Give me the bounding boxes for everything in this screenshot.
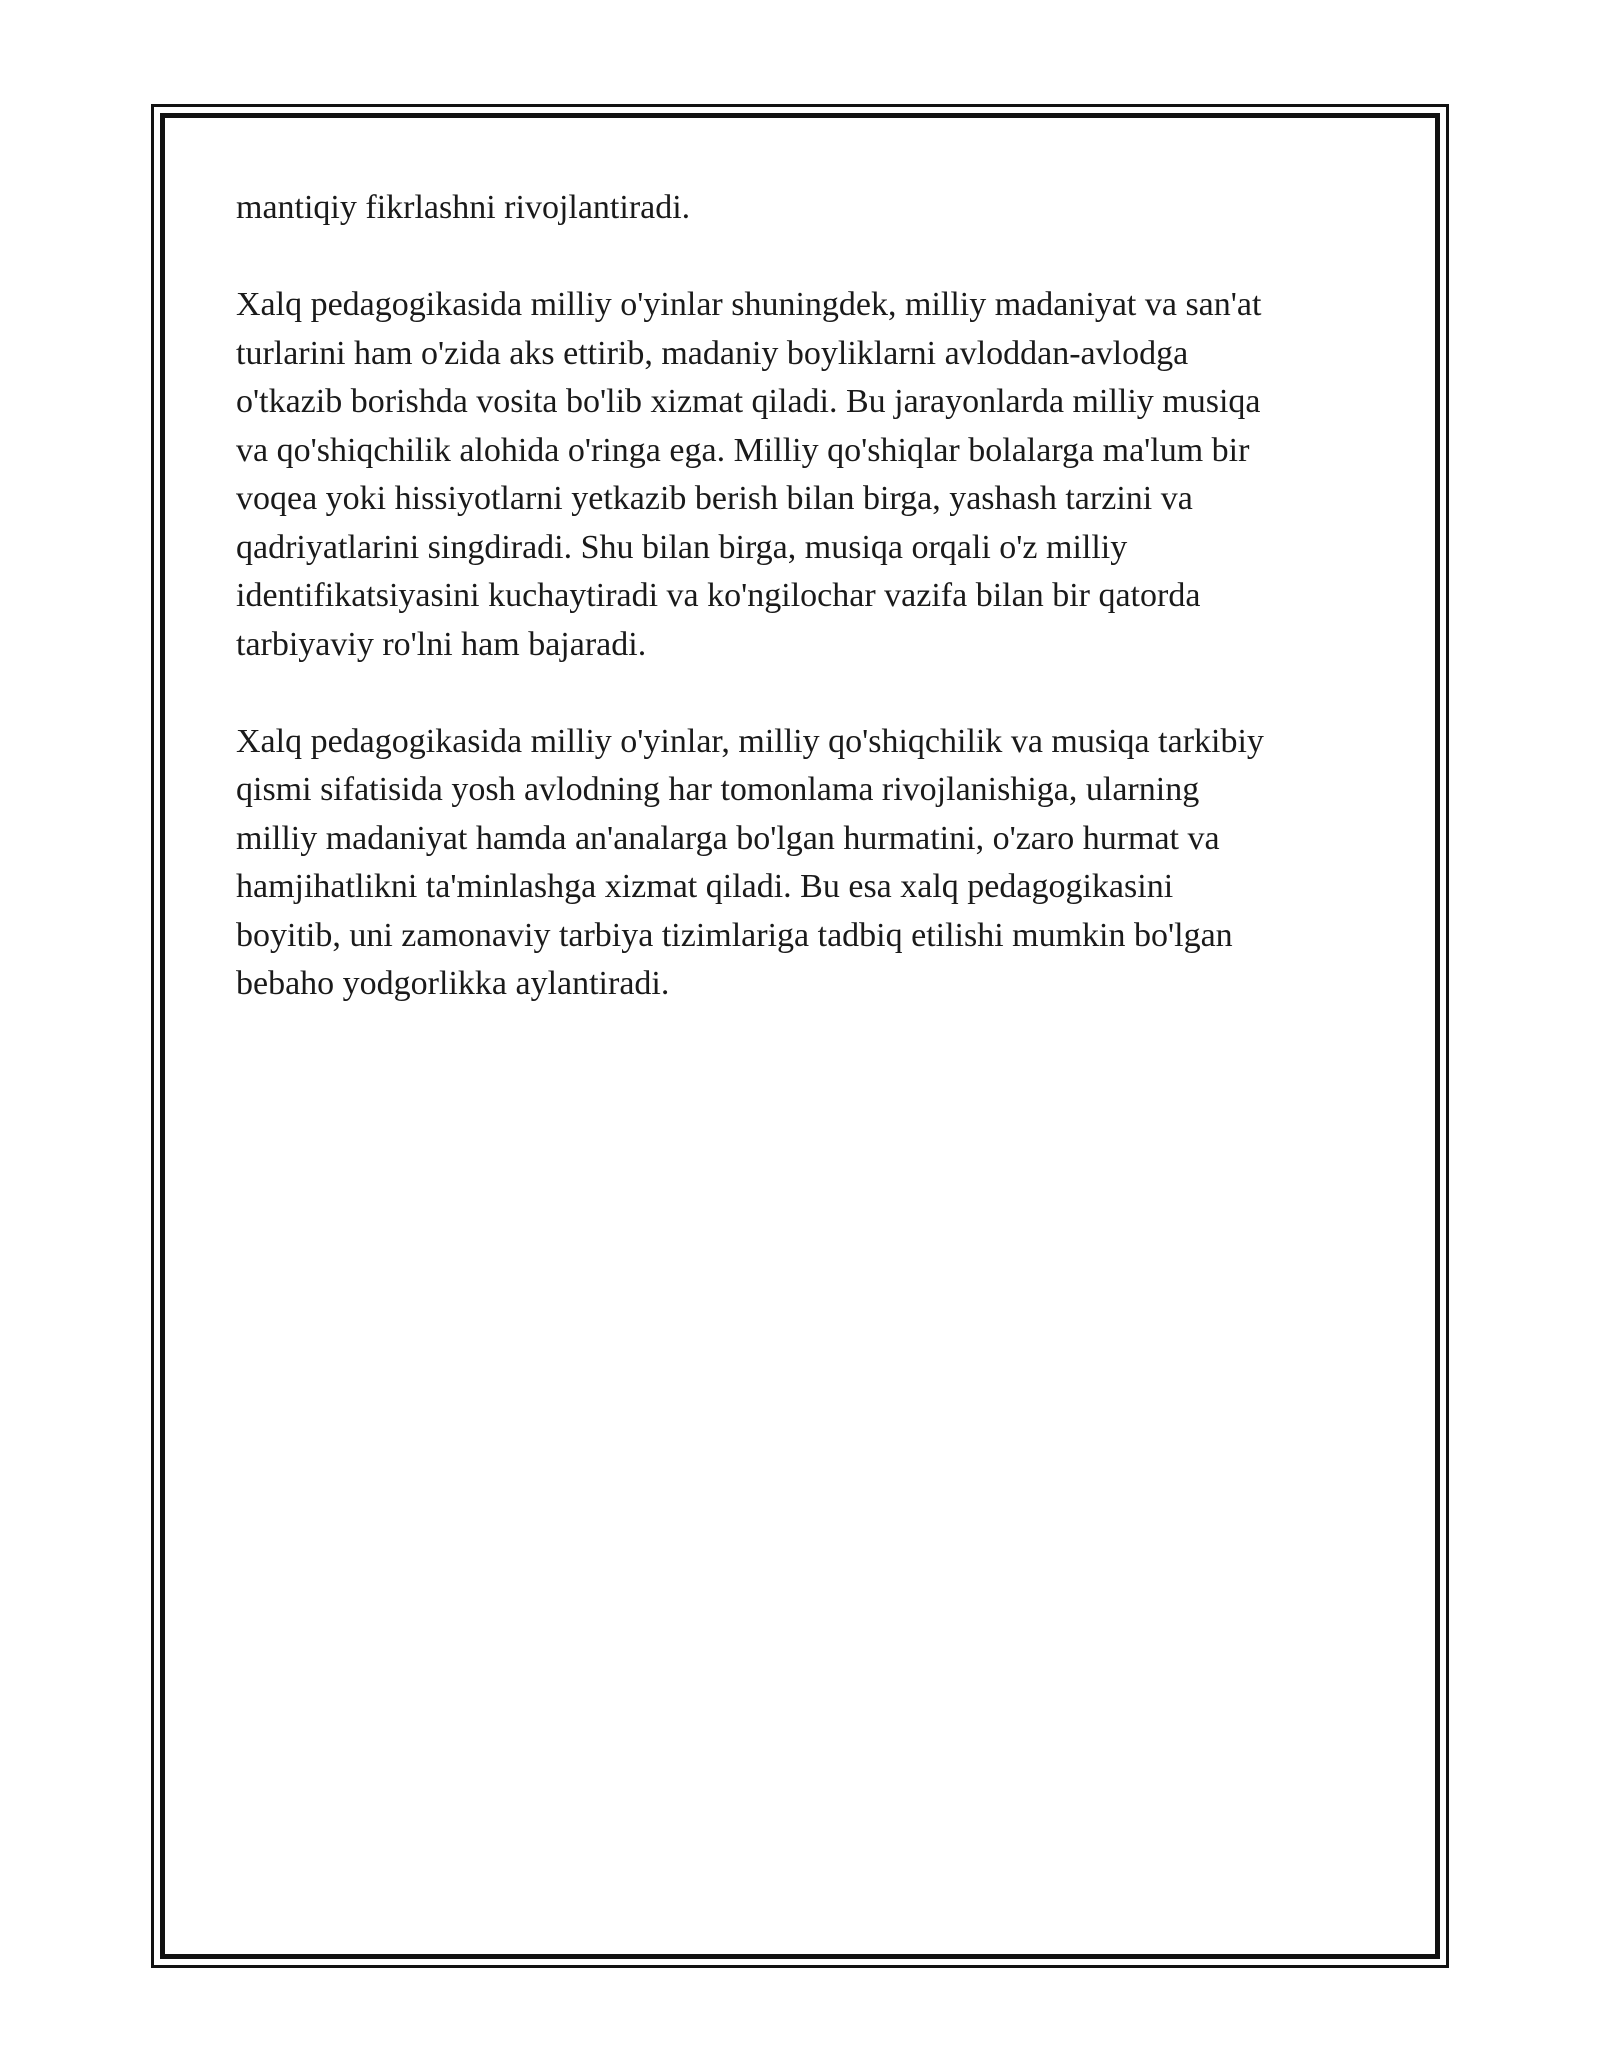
paragraph-music-and-songs: Xalq pedagogikasida milliy o'yinlar shuningdek, milliy madaniyat va san'at turlarini ham o'zida aks ettirib, madaniy boyliklarni avloddan-avlodga o'tkazib borishda vosita bo'lib xizmat qiladi. Bu jarayonlarda milliy musiqa va qo'shiqchilik alohida o'ringa ega. Milliy qo'shiqlar bolalarga ma'lum bir voqea yoki hissiyotlarni yetkazib berish bilan birga, yashash tarzini va qadriyatlarini singdiradi. Shu bilan birga, musiqa orqali o'z milliy identifikatsiyasini kuchaytiradi va ko'ngilochar vazifa bilan bir qatorda tarbiyaviy ro'lni ham bajaradi. [236,286,1262,663]
paragraph-continuation: mantiqiy fikrlashni rivojlantiradi. [236,189,691,226]
paragraph-conclusion: Xalq pedagogikasida milliy o'yinlar, milliy qo'shiqchilik va musiqa tarkibiy qismi sifatisida yosh avlodning har tomonlama rivojlanishiga, ularning milliy madaniyat hamda an'analarga bo'lgan hurmatini, o'zaro hurmat va hamjihatlikni ta'minlashga xizmat qiladi. Bu esa xalq pedagogikasini boyitib, uni zamonaviy tarbiya tizimlariga tadbiq etilishi mumkin bo'lgan bebaho yodgorlikka aylantiradi. [236,722,1264,1002]
document-body [236,184,1356,1057]
